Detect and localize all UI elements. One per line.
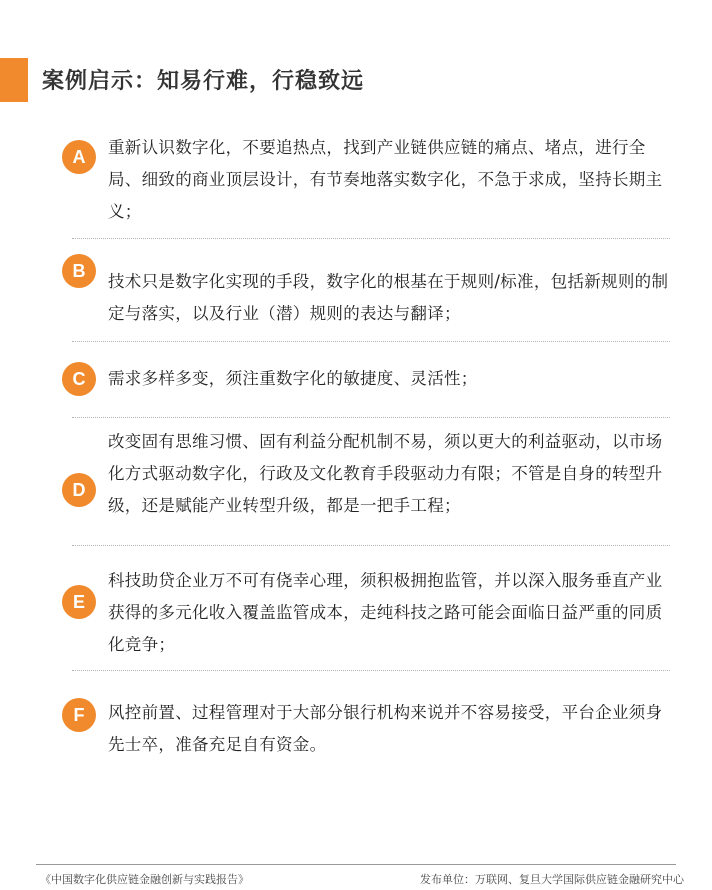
badge-e: E xyxy=(62,585,96,619)
divider xyxy=(72,238,670,239)
badge-d: D xyxy=(62,473,96,507)
badge-a: A xyxy=(62,140,96,174)
item-text-b: 技术只是数字化实现的手段，数字化的根基在于规则/标准，包括新规则的制定与落实，以及行业（潜）规则的表达与翻译； xyxy=(108,272,669,323)
item-text-d: 改变固有思维习惯、固有利益分配机制不易，须以更大的利益驱动，以市场化方式驱动数字化，行政及文化教育手段驱动力有限；不管是自身的转型升级，还是赋能产业转型升级，都是一把手工程； xyxy=(108,432,663,515)
footer-publisher: 发布单位：万联网、复旦大学国际供应链金融研究中心 xyxy=(420,873,684,886)
badge-b: B xyxy=(62,254,96,288)
divider xyxy=(72,670,670,671)
item-text-a: 重新认识数字化，不要追热点，找到产业链供应链的痛点、堵点，进行全局、细致的商业顶层设计，有节奏地落实数字化，不急于求成，坚持长期主义； xyxy=(108,138,663,221)
divider xyxy=(72,545,670,546)
badge-f: F xyxy=(62,698,96,732)
item-text-e: 科技助贷企业万不可有侥幸心理，须积极拥抱监管，并以深入服务垂直产业获得的多元化收入覆盖监管成本，走纯科技之路可能会面临日益严重的同质化竞争； xyxy=(108,571,663,654)
badge-c: C xyxy=(62,362,96,396)
divider xyxy=(72,341,670,342)
title-accent-bar xyxy=(0,58,28,102)
item-text-f: 风控前置、过程管理对于大部分银行机构来说并不容易接受，平台企业须身先士卒，准备充足自有资金。 xyxy=(108,703,663,754)
page-title: 案例启示：知易行难，行稳致远 xyxy=(42,69,365,94)
footer-divider xyxy=(36,864,676,865)
item-text-c: 需求多样多变，须注重数字化的敏捷度、灵活性； xyxy=(108,369,478,388)
divider xyxy=(72,417,670,418)
footer-report-title: 《中国数字化供应链金融创新与实践报告》 xyxy=(40,873,249,886)
